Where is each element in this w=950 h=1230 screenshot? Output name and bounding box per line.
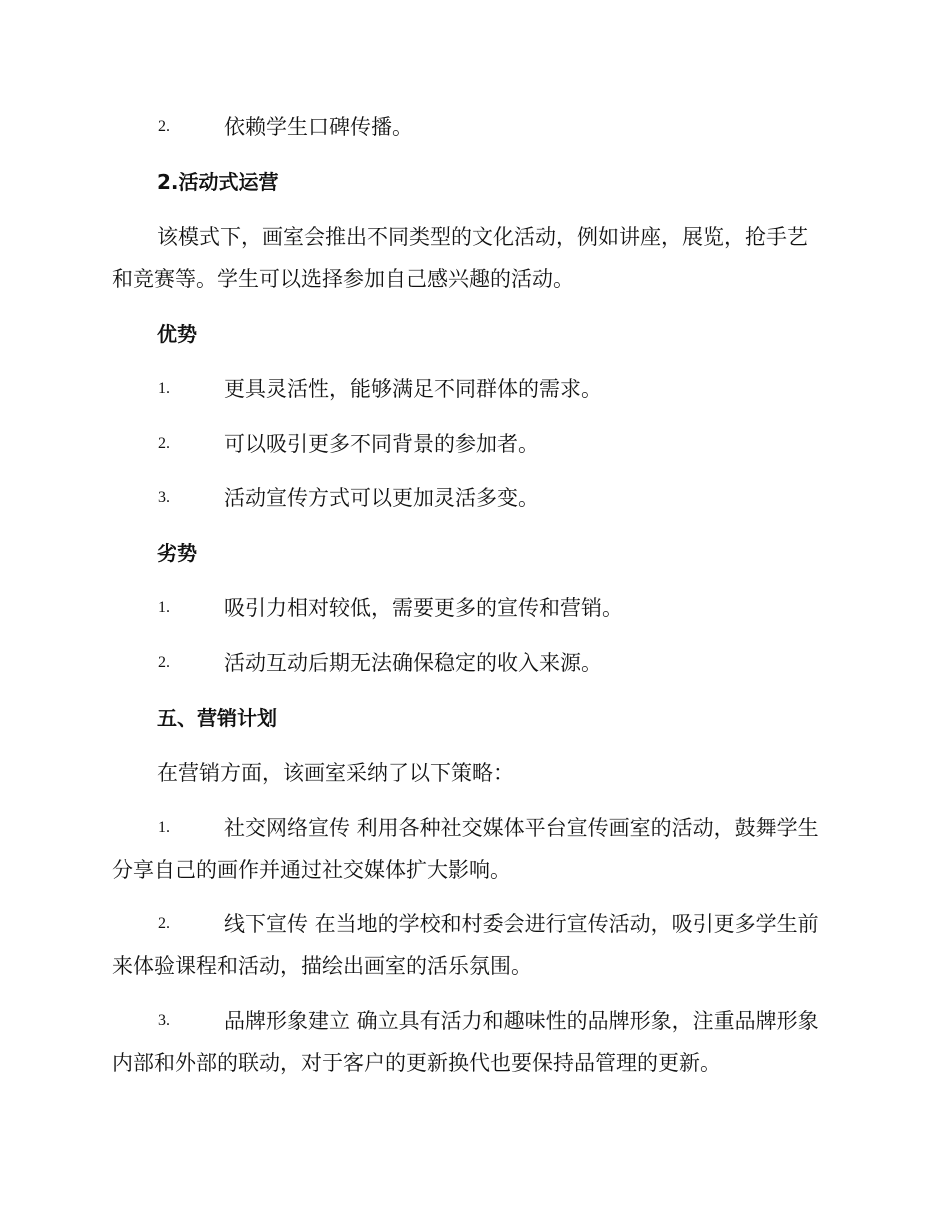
list-item-continuation xyxy=(0,855,950,885)
section-heading xyxy=(0,167,950,197)
list-text-continuation: 内部和外部的联动，对于客户的更新换代也要保持品管理的更新。 xyxy=(112,1051,721,1075)
heading-text: 2.活动式运营 xyxy=(157,170,279,194)
list-text-continuation: 来体验课程和活动，描绘出画室的活乐氛围。 xyxy=(112,954,532,978)
list-text: 线下宣传 在当地的学校和村委会进行宣传活动，吸引更多学生前 xyxy=(224,912,819,936)
list-item-continuation xyxy=(0,1048,950,1078)
list-text: 吸引力相对较低，需要更多的宣传和营销。 xyxy=(224,596,623,620)
list-item xyxy=(0,648,950,678)
list-text: 更具灵活性，能够满足不同群体的需求。 xyxy=(224,377,602,401)
list-text-continuation: 分享自己的画作并通过社交媒体扩大影响。 xyxy=(112,858,511,882)
list-text: 依赖学生口碑传播。 xyxy=(224,115,413,139)
list-text: 可以吸引更多不同背景的参加者。 xyxy=(224,432,539,456)
list-item xyxy=(0,593,950,623)
list-text: 活动宣传方式可以更加灵活多变。 xyxy=(224,486,539,510)
list-number: 1. xyxy=(158,380,170,397)
paragraph-line xyxy=(0,264,950,294)
section-heading xyxy=(0,538,950,568)
list-item-continuation xyxy=(0,951,950,981)
list-number: 2. xyxy=(158,118,170,135)
heading-text: 劣势 xyxy=(157,541,197,565)
paragraph-line xyxy=(0,222,950,252)
list-number: 1. xyxy=(158,819,170,836)
list-number: 1. xyxy=(158,599,170,616)
list-number: 3. xyxy=(158,1012,170,1029)
list-item xyxy=(0,374,950,404)
list-item xyxy=(0,909,950,939)
section-heading xyxy=(0,703,950,733)
paragraph-line xyxy=(0,758,950,788)
list-item xyxy=(0,429,950,459)
paragraph-text: 该模式下，画室会推出不同类型的文化活动，例如讲座，展览，抢手艺 xyxy=(157,225,808,249)
section-heading xyxy=(0,319,950,349)
list-text: 活动互动后期无法确保稳定的收入来源。 xyxy=(224,651,602,675)
paragraph-text: 在营销方面，该画室采纳了以下策略： xyxy=(157,761,514,785)
list-text: 品牌形象建立 确立具有活力和趣味性的品牌形象，注重品牌形象 xyxy=(224,1009,819,1033)
list-item xyxy=(0,483,950,513)
paragraph-text: 和竞赛等。学生可以选择参加自己感兴趣的活动。 xyxy=(112,267,574,291)
heading-text: 五、营销计划 xyxy=(157,706,277,730)
list-item xyxy=(0,813,950,843)
list-number: 3. xyxy=(158,489,170,506)
list-item xyxy=(0,112,950,142)
list-text: 社交网络宣传 利用各种社交媒体平台宣传画室的活动，鼓舞学生 xyxy=(224,816,819,840)
list-number: 2. xyxy=(158,435,170,452)
list-item xyxy=(0,1006,950,1036)
list-number: 2. xyxy=(158,654,170,671)
list-number: 2. xyxy=(158,915,170,932)
heading-text: 优势 xyxy=(157,322,197,346)
